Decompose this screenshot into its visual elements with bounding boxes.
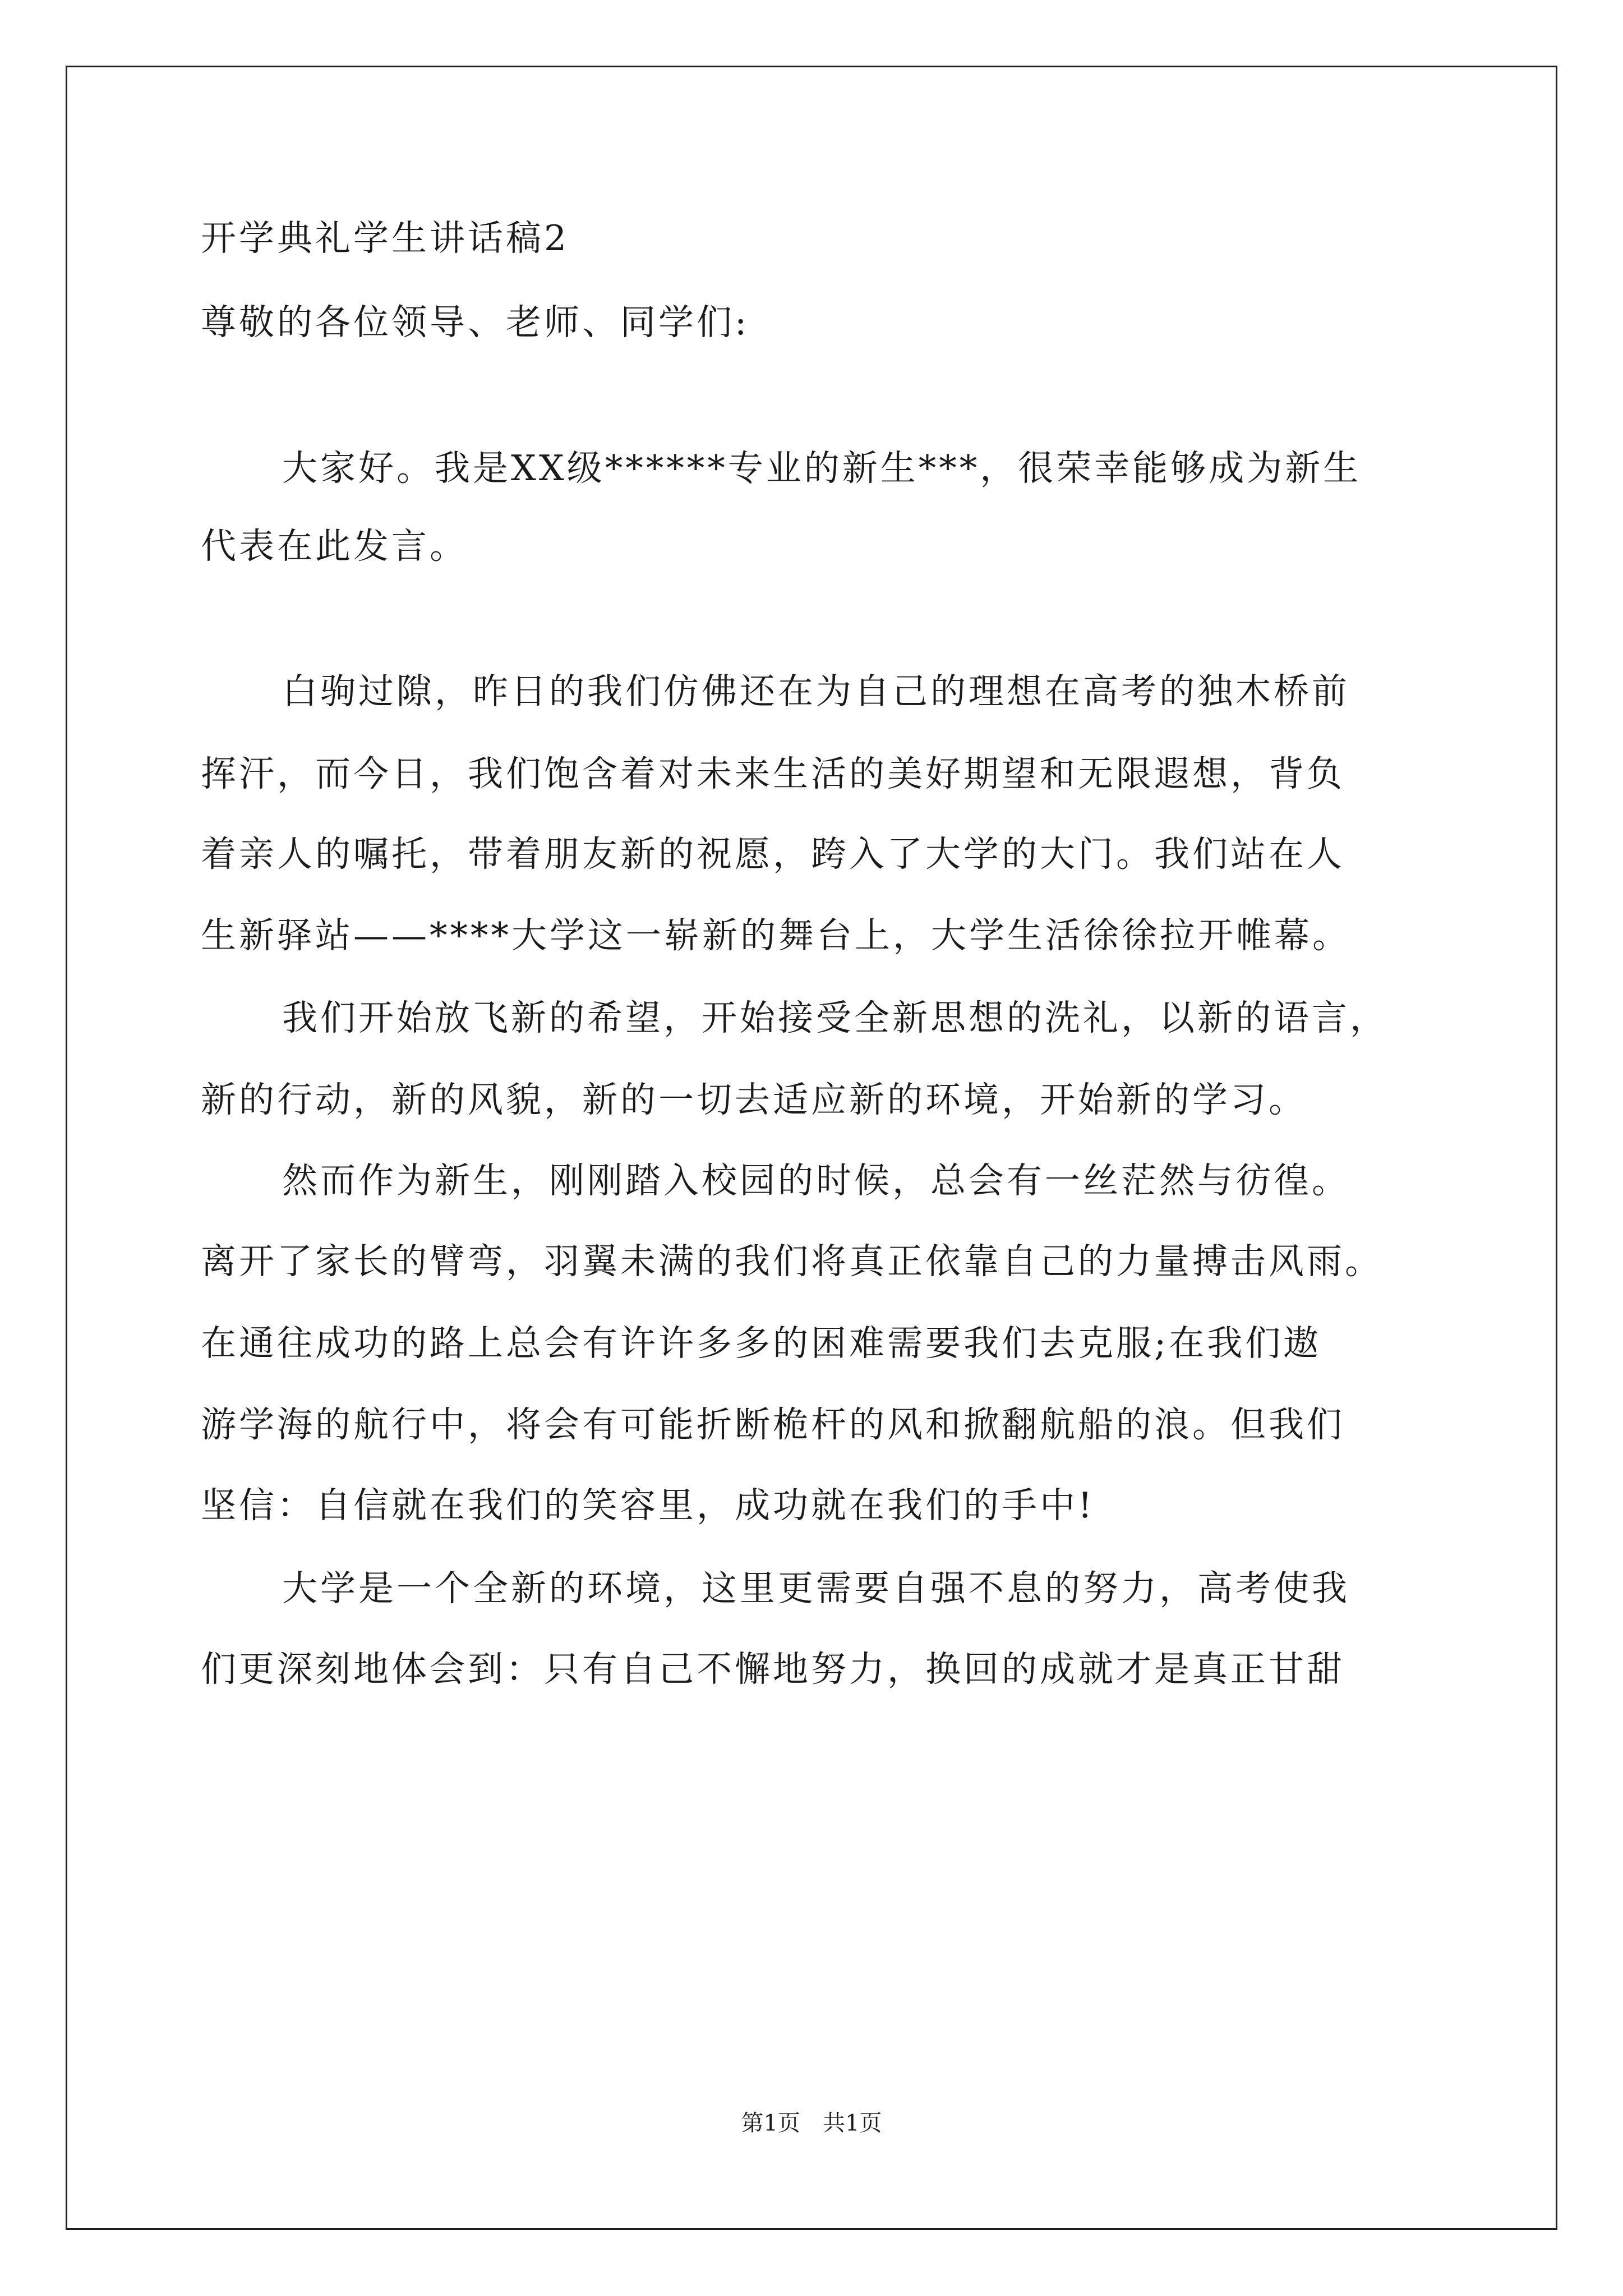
body-line: 然而作为新生，刚刚踏入校园的时候，总会有一丝茫然与彷徨。 xyxy=(282,1160,1350,1201)
page-number-footer: 第1页 共1页 xyxy=(741,2110,882,2136)
body-line: 们更深刻地体会到：只有自己不懈地努力，换回的成就才是真正甘甜 xyxy=(201,1649,1345,1690)
document-title: 开学典礼学生讲话稿2 xyxy=(201,218,570,259)
body-line: 挥汗，而今日，我们饱含着对未来生活的美好期望和无限遐想，背负 xyxy=(201,753,1345,794)
body-line: 白驹过隙，昨日的我们仿佛还在为自己的理想在高考的独木桥前 xyxy=(282,671,1350,712)
body-line: 在通往成功的路上总会有许许多多的困难需要我们去克服;在我们遨 xyxy=(201,1323,1322,1364)
body-line: 新的行动，新的风貌，新的一切去适应新的环境，开始新的学习。 xyxy=(201,1079,1307,1120)
body-line: 着亲人的嘱托，带着朋友新的祝愿，跨入了大学的大门。我们站在人 xyxy=(201,834,1345,875)
page-border xyxy=(66,66,1557,2230)
salutation: 尊敬的各位领导、老师、同学们: xyxy=(201,302,750,343)
body-line: 生新驿站——****大学这一崭新的舞台上，大学生活徐徐拉开帷幕。 xyxy=(201,915,1350,956)
body-line: 离开了家长的臂弯，羽翼未满的我们将真正依靠自己的力量搏击风雨。 xyxy=(201,1241,1383,1282)
body-line: 代表在此发言。 xyxy=(201,526,468,567)
body-line: 大学是一个全新的环境，这里更需要自强不息的努力，高考使我 xyxy=(282,1568,1350,1609)
body-line: 我们开始放飞新的希望，开始接受全新思想的洗礼，以新的语言， xyxy=(282,997,1388,1038)
body-line: 游学海的航行中，将会有可能折断桅杆的风和掀翻航船的浪。但我们 xyxy=(201,1404,1345,1445)
body-line: 大家好。我是XX级******专业的新生***，很荣幸能够成为新生 xyxy=(282,448,1362,489)
body-line: 坚信：自信就在我们的笑容里，成功就在我们的手中! xyxy=(201,1485,1095,1526)
